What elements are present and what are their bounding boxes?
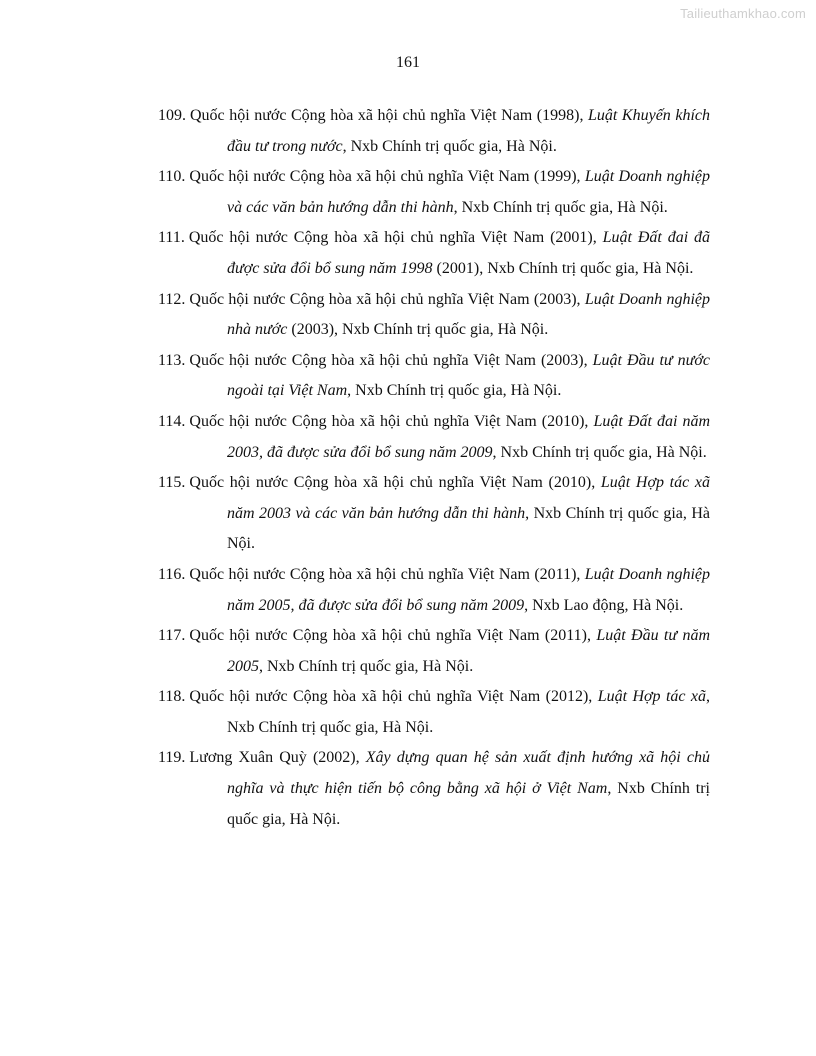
reference-number: 110.: [158, 168, 186, 186]
reference-number: 112.: [158, 290, 186, 308]
reference-author-year: Quốc hội nước Cộng hòa xã hội chủ nghĩa Việt Nam (2010),: [189, 412, 594, 430]
reference-item: [158, 162, 710, 223]
reference-item: [158, 101, 710, 162]
reference-number: 114.: [158, 412, 186, 430]
reference-item: [158, 285, 710, 346]
reference-publisher: , Nxb Chính trị quốc gia, Hà Nội.: [453, 198, 668, 216]
reference-author-year: Quốc hội nước Cộng hòa xã hội chủ nghĩa Việt Nam (2003),: [189, 290, 585, 308]
reference-title: Xây dựng quan hệ sản xuất định hướng xã hội chủ nghĩa và thực hiện tiến bộ công bằng xã hội ở Việt Nam: [227, 749, 710, 798]
reference-title: Luật Doanh nghiệp nhà nước: [227, 290, 711, 339]
reference-author-year: Quốc hội nước Cộng hòa xã hội chủ nghĩa Việt Nam (2011),: [189, 627, 597, 645]
reference-item: [158, 682, 710, 743]
reference-number: 118.: [158, 688, 186, 706]
reference-title: Luật Hợp tác xã: [597, 688, 707, 706]
reference-publisher: (2003), Nxb Chính trị quốc gia, Hà Nội.: [287, 321, 549, 339]
reference-publisher: , Nxb Chính trị quốc gia, Hà Nội.: [227, 504, 710, 553]
reference-author-year: Quốc hội nước Cộng hòa xã hội chủ nghĩa Việt Nam (2003),: [189, 351, 593, 369]
reference-author-year: Quốc hội nước Cộng hòa xã hội chủ nghĩa Việt Nam (2001),: [188, 229, 603, 247]
page-number: 161: [396, 54, 420, 71]
reference-number: 109.: [158, 107, 186, 124]
reference-title: Luật Khuyến khích đầu tư trong nước: [227, 107, 710, 155]
reference-publisher: , Nxb Chính trị quốc gia, Hà Nội.: [342, 137, 557, 155]
reference-number: 119.: [158, 749, 186, 767]
reference-publisher: , Nxb Chính trị quốc gia, Hà Nội.: [227, 780, 711, 828]
reference-author-year: Quốc hội nước Cộng hòa xã hội chủ nghĩa Việt Nam (1999),: [189, 168, 585, 186]
reference-number: 111.: [158, 229, 185, 247]
reference-publisher: , Nxb Chính trị quốc gia, Hà Nội.: [347, 382, 562, 400]
reference-title: Luật Đất đai đã được sửa đổi bổ sung năm 1998: [227, 229, 711, 277]
watermark: Tailieuthamkhao.com: [680, 6, 806, 21]
reference-number: 113.: [158, 351, 186, 369]
reference-author-year: Quốc hội nước Cộng hòa xã hội chủ nghĩa Việt Nam (2011),: [189, 565, 585, 583]
reference-title: Luật Đầu tư năm 2005: [227, 627, 711, 675]
reference-publisher: , Nxb Lao động, Hà Nội.: [524, 596, 684, 614]
reference-publisher: , Nxb Chính trị quốc gia, Hà Nội.: [227, 688, 711, 736]
reference-author-year: Lương Xuân Quỳ (2002),: [189, 749, 366, 767]
reference-publisher: (2001), Nxb Chính trị quốc gia, Hà Nội.: [432, 259, 694, 277]
reference-author-year: Quốc hội nước Cộng hòa xã hội chủ nghĩa Việt Nam (1998),: [190, 107, 589, 124]
reference-publisher: , Nxb Chính trị quốc gia, Hà Nội.: [259, 657, 474, 675]
reference-list: [158, 101, 710, 835]
reference-item: [158, 621, 710, 682]
reference-item: [158, 560, 710, 621]
reference-title: Luật Hợp tác xã năm 2003 và các văn bản hướng dẫn thi hành: [227, 474, 711, 522]
reference-title: Luật Doanh nghiệp năm 2005, đã được sửa đổi bổ sung năm 2009: [227, 565, 710, 614]
reference-publisher: , Nxb Chính trị quốc gia, Hà Nội.: [492, 443, 707, 461]
reference-item: [158, 223, 710, 284]
reference-item: [158, 468, 710, 560]
reference-item: [158, 407, 710, 468]
reference-number: 115.: [158, 474, 186, 492]
reference-number: 116.: [158, 565, 186, 583]
reference-item: [158, 346, 710, 407]
reference-number: 117.: [158, 627, 186, 645]
reference-title: Luật Doanh nghiệp và các văn bản hướng dẫn thi hành: [227, 168, 711, 216]
reference-title: Luật Đầu tư nước ngoài tại Việt Nam: [227, 351, 711, 400]
reference-author-year: Quốc hội nước Cộng hòa xã hội chủ nghĩa Việt Nam (2012),: [189, 688, 598, 706]
reference-author-year: Quốc hội nước Cộng hòa xã hội chủ nghĩa Việt Nam (2010),: [189, 474, 601, 492]
reference-title: Luật Đất đai năm 2003, đã được sửa đổi bổ sung năm 2009: [227, 412, 711, 461]
reference-item: [158, 743, 710, 835]
